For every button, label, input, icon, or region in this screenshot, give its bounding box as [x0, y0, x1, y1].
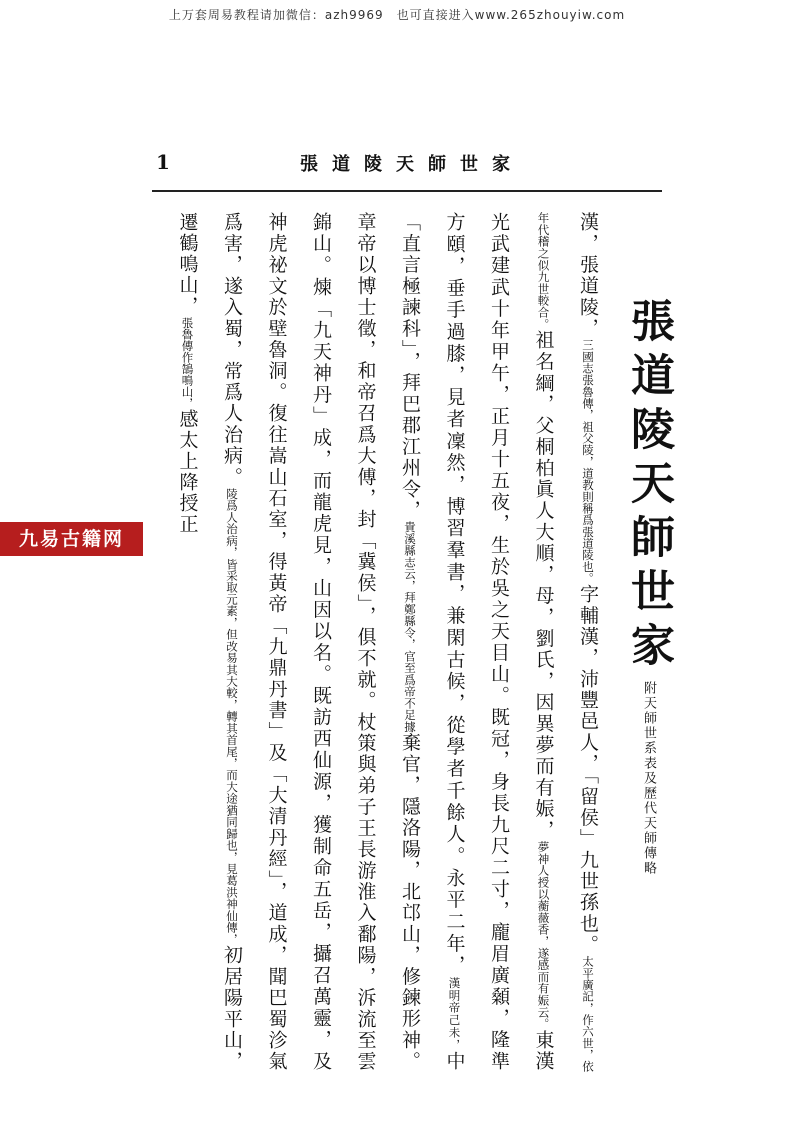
body-passage: 東漢光武建武十年甲午，正月十五夜，生於吳之天目山。既冠，身長九尺二寸，龐眉廣顙，隆準方頤，垂手過膝，見者凜然，博習羣書，兼閑古候，從學者千餘人。永平二年， — [443, 212, 555, 1072]
annotation-note: 漢明帝己未， — [447, 976, 462, 1052]
body-passage: 祖名綱，父桐柏眞人大順，母，劉氏，因異夢而有娠， — [532, 329, 555, 842]
running-head: 張道陵天師世家 — [300, 154, 524, 175]
body-passage: 感太上降授正 — [176, 409, 199, 535]
site-banner: 上万套周易教程请加微信：azh9969 也可直接进入www.265zhouyiw.com — [168, 8, 626, 22]
annotation-note: 太平廣記，作六世，依年代稽之似九世較合。 — [536, 212, 595, 1072]
annotation-note: 張魯傳作鵠鳴山， — [180, 317, 195, 409]
watermark-badge: 九易古籍网 — [0, 522, 143, 556]
annotation-note: 三國志張魯傳，祖父陵，道教則稱爲張道陵也。 — [581, 339, 595, 584]
annotation-note: 夢神人授以蘅薇香，遂感而有娠云。 — [536, 841, 551, 1030]
body-passage: 棄官，隱洛陽，北邙山，修鍊形神。章帝以博士徵，和帝召爲大傅，封「冀侯」，俱不就。杖策與弟子王長游淮入鄱陽，泝流至雲錦山。煉「九天神丹」成，而龍虎見，山因以名。既訪西仙源，獲制命五岳，攝召萬靈，及神虎祕文於壁魯洞。復往嵩山石室，得黃帝「九鼎丹書」及「大清丹經」，道成，聞巴蜀沴氣爲害，遂入蜀，常爲人治病。 — [221, 212, 421, 1072]
chapter-subtitle: 附天師世系表及歷代天師傳略 — [641, 681, 656, 877]
header-rule — [152, 190, 662, 192]
annotation-note: 貴溪縣志云，拜鄭縣令，官至爲帝不足據 — [403, 521, 417, 733]
annotation-note: 陵爲人治病，皆采取元素，但改易其大較，轉其首尾，而大途猶同歸也，見葛洪神仙傳， — [225, 487, 239, 945]
body-passage: 字輔漢，沛豐邑人，「留侯」九世孫也。 — [577, 584, 599, 956]
body-passage: 漢，張道陵， — [577, 212, 599, 339]
chapter-title: 張道陵天師世家 — [623, 298, 674, 676]
chapter-title-block — [618, 298, 680, 876]
page-number: 1 — [156, 150, 170, 174]
body-passage: 中「直言極諫科」，拜巴郡江州令， — [399, 212, 466, 1072]
body-text — [152, 212, 610, 1072]
body-passage: 初居陽平山，遷鶴鳴山， — [176, 212, 243, 1072]
